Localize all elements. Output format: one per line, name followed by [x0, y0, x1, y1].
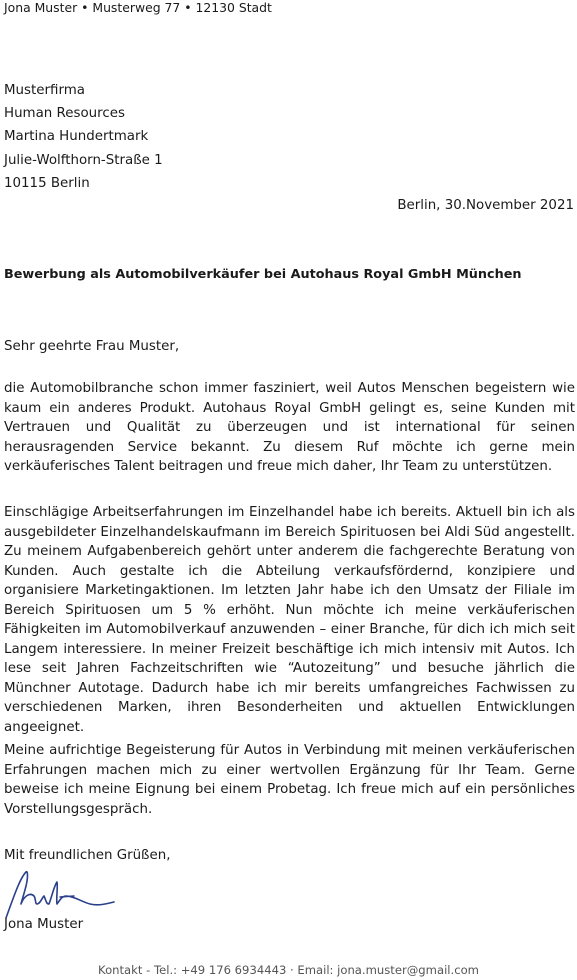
letter-subject: Bewerbung als Automobilverkäufer bei Autohaus Royal GmbH München	[4, 267, 522, 282]
body-paragraph-2: Einschlägige Arbeitserfahrungen im Einzelhandel habe ich bereits. Aktuell bin ich als ausgebildeter Einzelhandelskaufmann im Bereich Spirituosen bei Aldi Süd angestellt. Zu meinem Aufgabenbereich gehört unter anderem die fachgerechte Beratung von Kunden. Auch gestalte ich die Abteilung verkaufsfördernd, konzipiere und organisiere Marketingaktionen. Im letzten Jahr habe ich den Umsatz der Filiale im Bereich Spirituosen um 5 % erhöht. Nun möchte ich meine verkäuferischen Fähigkeiten im Automobilverkauf anzuwenden – einer Branche, für dich ich mich seit Langem interessiere. In meiner Freizeit beschäftige ich mich intensiv mit Autos. Ich lese seit Jahren Fachzeitschriften wie “Autozeitung” und besuche jährlich die Münchner Autotage. Dadurch habe ich mir bereits umfangreiches Fachwissen zu verschiedenen Marken, ihren Besonderheiten und aktuellen Entwicklungen angeeignet.	[4, 505, 575, 735]
body-paragraph-3: Meine aufrichtige Begeisterung für Autos in Verbindung mit meinen verkäuferischen Erfahrungen machen mich zu einer wertvollen Ergänzung für Ihr Team. Gerne beweise ich meine Eignung bei einem Probetag. Ich freue mich auf ein persönliches Vorstellungsgespräch.	[4, 743, 575, 817]
body-paragraph-1: die Automobilbranche schon immer fasziniert, weil Autos Menschen begeistern wie kaum ein anderes Produkt. Autohaus Royal GmbH gelingt es, seine Kunden mit Vertrauen und Qualität zu überzeugen und ist international für seinen herausragenden Service bekannt. Zu diesem Ruf möchte ich gerne mein verkäuferisches Talent beitragen und freue mich daher, Ihr Team zu unterstützen.	[4, 381, 575, 474]
letter-date: Berlin, 30.November 2021	[397, 198, 574, 213]
recipient-address-block	[4, 79, 163, 195]
salutation: Sehr geehrte Frau Muster,	[4, 339, 180, 354]
sender-address-line: Jona Muster • Musterweg 77 • 12130 Stadt	[4, 0, 272, 15]
contact-footer: Kontakt - Tel.: +49 176 6934443 · Email: jona.muster@gmail.com	[98, 963, 479, 977]
signer-name: Jona Muster	[4, 917, 84, 932]
recipient-street: Julie-Wolfthorn-Straße 1	[4, 152, 163, 168]
recipient-person: Martina Hundertmark	[4, 129, 149, 145]
recipient-company: Musterfirma	[4, 83, 85, 98]
handwritten-signature-icon	[4, 866, 116, 920]
recipient-city: 10115 Berlin	[4, 175, 90, 191]
recipient-department: Human Resources	[4, 106, 125, 122]
closing-phrase: Mit freundlichen Grüßen,	[4, 848, 171, 863]
